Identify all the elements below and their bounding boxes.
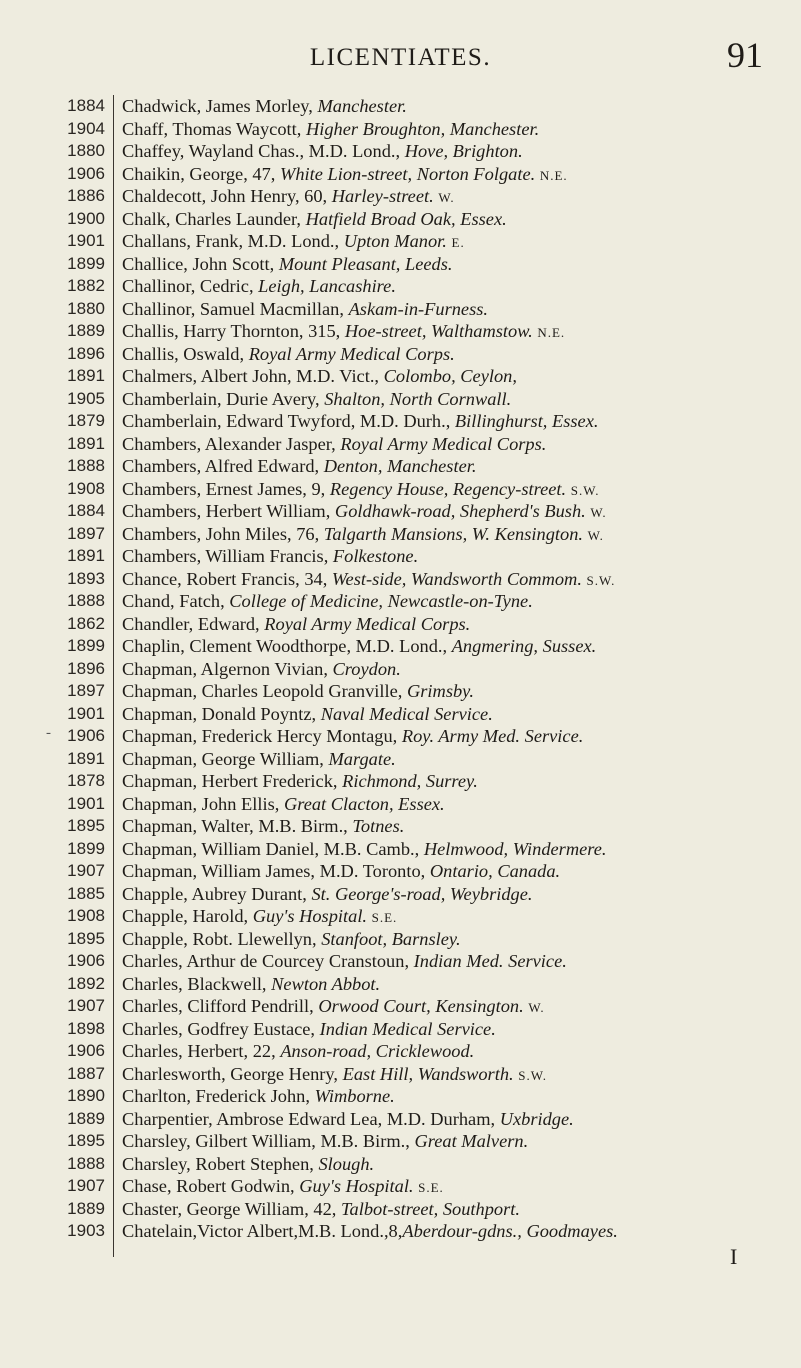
- entry-name: Chatelain,Victor Albert,M.B. Lond.,8,: [122, 1221, 403, 1241]
- list-item: [0, 1018, 801, 1041]
- list-item: [0, 748, 801, 771]
- entry-text: [122, 455, 782, 478]
- entry-year: 1891: [67, 748, 105, 768]
- entry-year: 1897: [67, 523, 105, 543]
- entry-address: Orwood Court, Kensington.: [318, 996, 524, 1016]
- entry-name: Chalk, Charles Launder,: [122, 208, 306, 229]
- entry-text: [122, 658, 782, 681]
- entry-name: Chapple, Harold,: [122, 906, 253, 926]
- entry-text: [122, 635, 782, 658]
- entry-address: Margate.: [328, 748, 396, 769]
- entry-year: 1907: [67, 996, 105, 1015]
- entry-year: 1891: [67, 546, 105, 565]
- entry-text: [122, 613, 782, 636]
- entry-name: Chandler, Edward,: [122, 613, 265, 634]
- list-item: [0, 298, 801, 321]
- entry-name: Chambers, Alexander Jasper,: [122, 433, 341, 454]
- entry-year: 1895: [67, 1131, 105, 1150]
- list-item: [0, 388, 801, 411]
- entry-address: Great Clacton, Essex.: [283, 793, 445, 814]
- entry-text: [122, 118, 782, 141]
- entry-name: Charlesworth, George Henry,: [122, 1063, 343, 1084]
- entry-year: 1897: [67, 681, 105, 700]
- entry-name: Chance, Robert Francis, 34,: [122, 568, 332, 589]
- entry-text: [122, 1220, 782, 1243]
- entry-name: Chambers, John Miles, 76,: [122, 523, 324, 544]
- entry-name: Chapman, William Daniel, M.B. Camb.,: [122, 838, 424, 859]
- entry-address: Grimsby.: [406, 681, 474, 701]
- entry-name: Charsley, Robert Stephen,: [122, 1153, 319, 1174]
- entry-district: W.: [528, 1000, 545, 1015]
- entry-name: Chaldecott, John Henry, 60,: [122, 186, 332, 206]
- entry-year: 1889: [67, 321, 105, 340]
- entry-year: 1888: [67, 1153, 105, 1173]
- page-number: 91: [727, 35, 763, 75]
- entry-year: 1889: [67, 1108, 105, 1128]
- entry-text: [122, 478, 782, 503]
- list-item: [0, 635, 801, 658]
- entry-name: Chapman, Frederick Hercy Montagu,: [122, 726, 402, 746]
- entry-text: [122, 253, 782, 276]
- entry-text: [122, 1198, 782, 1221]
- list-item: [0, 275, 801, 298]
- entry-year: 1880: [67, 298, 105, 318]
- entry-name: Chapman, Algernon Vivian,: [122, 658, 333, 679]
- list-item: [0, 320, 801, 343]
- entry-year: 1892: [67, 973, 105, 993]
- list-item: [0, 905, 801, 928]
- entry-address: Angmering, Sussex.: [451, 636, 597, 656]
- list-item: [0, 725, 801, 748]
- entry-name: Chambers, William Francis,: [122, 546, 333, 566]
- list-item: [0, 1085, 801, 1108]
- entry-address: Richmond, Surrey.: [342, 771, 478, 791]
- entry-name: Chapple, Robt. Llewellyn,: [122, 928, 322, 949]
- entry-address: Slough.: [318, 1153, 375, 1174]
- entry-text: [122, 388, 782, 411]
- entry-year: 1884: [67, 96, 105, 115]
- list-item: [0, 1130, 801, 1153]
- entry-name: Charsley, Gilbert William, M.B. Birm.,: [122, 1131, 415, 1151]
- entry-text: [122, 163, 782, 188]
- entry-name: Charles, Blackwell,: [122, 973, 272, 994]
- entry-text: [122, 995, 782, 1020]
- list-item: [0, 118, 801, 141]
- entry-text: [122, 1018, 782, 1041]
- entry-name: Chase, Robert Godwin,: [122, 1176, 300, 1196]
- entry-district: W.: [587, 527, 604, 543]
- list-item: [0, 838, 801, 861]
- licentiates-list: [0, 95, 801, 1243]
- entry-text: [122, 815, 782, 838]
- entry-text: [122, 275, 782, 298]
- list-item: [0, 1040, 801, 1063]
- list-item: [0, 365, 801, 388]
- entry-address: Askam-in-Furness.: [348, 298, 489, 319]
- entry-year: 1889: [67, 1198, 105, 1218]
- entry-address: Manchester.: [317, 96, 407, 116]
- list-item: [0, 973, 801, 996]
- entry-text: [122, 793, 782, 816]
- entry-name: Chapman, Charles Leopold Granville,: [122, 681, 407, 701]
- entry-district: S.W.: [570, 482, 600, 498]
- entry-name: Challice, John Scott,: [122, 253, 279, 274]
- list-item: [0, 455, 801, 478]
- entry-name: Chambers, Herbert William,: [122, 501, 335, 521]
- entry-address: Ontario, Canada.: [429, 861, 561, 881]
- entry-year: 1884: [67, 501, 105, 520]
- entry-year: 1891: [67, 366, 105, 385]
- entry-address: Higher Broughton, Manchester.: [305, 118, 540, 139]
- entry-year: 1886: [67, 186, 105, 205]
- entry-address: Naval Medical Service.: [320, 703, 493, 724]
- entry-address: Goldhawk-road, Shepherd's Bush.: [334, 501, 586, 521]
- list-item: [0, 1153, 801, 1176]
- entry-year: 1888: [67, 456, 105, 475]
- entry-address: Indian Medical Service.: [319, 1018, 496, 1039]
- entry-address: Royal Army Medical Corps.: [248, 343, 455, 364]
- entry-address: Wimborne.: [314, 1086, 395, 1106]
- entry-name: Chambers, Alfred Edward,: [122, 456, 324, 476]
- entry-address: Upton Manor.: [343, 231, 447, 251]
- entry-year: 1887: [67, 1063, 105, 1083]
- list-item: [0, 163, 801, 186]
- entry-address: Totnes.: [352, 816, 405, 836]
- entry-text: [122, 320, 782, 345]
- entry-address: Anson-road, Cricklewood.: [280, 1041, 475, 1061]
- list-item: [0, 860, 801, 883]
- entry-text: [122, 770, 782, 793]
- entry-address: Regency House, Regency-street.: [329, 478, 567, 499]
- entry-year: 1908: [67, 906, 105, 925]
- entry-name: Chapman, John Ellis,: [122, 793, 284, 814]
- entry-name: Chaikin, George, 47,: [122, 163, 280, 184]
- list-item: [0, 568, 801, 591]
- entry-text: [122, 95, 782, 118]
- entry-district: N.E.: [539, 167, 568, 183]
- entry-address: Mount Pleasant, Leeds.: [278, 253, 453, 274]
- list-item: [0, 1063, 801, 1086]
- entry-address: Hatfield Broad Oak, Essex.: [305, 208, 507, 229]
- entry-text: [122, 433, 782, 456]
- entry-year: 1908: [67, 478, 105, 498]
- entry-name: Chalmers, Albert John, M.D. Vict.,: [122, 366, 384, 386]
- entry-text: [122, 838, 782, 861]
- entry-text: [122, 905, 782, 930]
- entry-text: [122, 208, 782, 231]
- entry-year: 1906: [67, 163, 105, 183]
- margin-mark: -: [46, 725, 51, 741]
- entry-name: Chamberlain, Durie Avery,: [122, 388, 325, 409]
- entry-name: Chaff, Thomas Waycott,: [122, 118, 306, 139]
- entry-text: [122, 140, 782, 163]
- list-item: [0, 230, 801, 253]
- entry-address: College of Medicine, Newcastle-on-Tyne.: [229, 591, 533, 611]
- entry-address: Royal Army Medical Corps.: [264, 613, 471, 634]
- entry-address: Colombo, Ceylon,: [383, 366, 517, 386]
- entry-text: [122, 545, 782, 568]
- entry-year: 1896: [67, 658, 105, 678]
- list-item: [0, 1220, 801, 1243]
- entry-text: [122, 590, 782, 613]
- entry-address: Hove, Brighton.: [404, 141, 523, 161]
- entry-text: [122, 1040, 782, 1063]
- entry-year: 1906: [67, 951, 105, 970]
- entry-name: Chapman, Donald Poyntz,: [122, 703, 321, 724]
- entry-district: S.W.: [518, 1067, 548, 1083]
- entry-address: Guy's Hospital.: [252, 906, 368, 926]
- entry-name: Challis, Oswald,: [122, 343, 249, 364]
- list-item: [0, 793, 801, 816]
- entry-address: East Hill, Wandsworth.: [342, 1063, 514, 1084]
- list-item: [0, 500, 801, 523]
- entry-year: 1905: [67, 388, 105, 408]
- list-item: [0, 703, 801, 726]
- entry-address: Roy. Army Med. Service.: [401, 726, 584, 746]
- list-item: [0, 680, 801, 703]
- entry-address: Croydon.: [332, 658, 401, 679]
- entry-address: Billinghurst, Essex.: [454, 411, 599, 431]
- entry-text: [122, 860, 782, 883]
- entry-address: St. George's-road, Weybridge.: [311, 883, 533, 904]
- entry-text: [122, 500, 782, 525]
- entry-address: Royal Army Medical Corps.: [340, 433, 547, 454]
- entry-name: Challinor, Samuel Macmillan,: [122, 298, 349, 319]
- entry-name: Chaffey, Wayland Chas., M.D. Lond.,: [122, 141, 405, 161]
- entry-address: Guy's Hospital.: [299, 1176, 414, 1196]
- entry-address: Folkestone.: [332, 546, 419, 566]
- entry-name: Chapple, Aubrey Durant,: [122, 883, 312, 904]
- entry-district: N.E.: [537, 325, 566, 340]
- entry-text: [122, 523, 782, 548]
- entry-year: 1895: [67, 928, 105, 948]
- signature-mark: I: [730, 1244, 738, 1269]
- entry-address: Denton, Manchester.: [323, 456, 477, 476]
- entry-name: Challinor, Cedric,: [122, 276, 259, 296]
- entry-address: Uxbridge.: [499, 1108, 574, 1129]
- entry-address: White Lion-street, Norton Folgate.: [280, 163, 536, 184]
- list-item: [0, 478, 801, 501]
- entry-year: 1899: [67, 253, 105, 273]
- entry-address: Newton Abbot.: [271, 973, 381, 994]
- list-item: [0, 1198, 801, 1221]
- entry-text: [122, 365, 782, 388]
- entry-district: S.W.: [586, 572, 616, 588]
- entry-year: 1899: [67, 636, 105, 655]
- entry-year: 1891: [67, 433, 105, 453]
- entry-year: 1907: [67, 861, 105, 880]
- entry-text: [122, 1153, 782, 1176]
- entry-year: 1906: [67, 726, 105, 745]
- list-item: [0, 140, 801, 163]
- entry-text: [122, 680, 782, 703]
- entry-address: Indian Med. Service.: [413, 951, 567, 971]
- entry-name: Chadwick, James Morley,: [122, 96, 318, 116]
- list-item: [0, 95, 801, 118]
- entry-text: [122, 1108, 782, 1131]
- list-item: [0, 343, 801, 366]
- list-item: [0, 613, 801, 636]
- entry-address: Aberdour-gdns., Goodmayes.: [402, 1221, 618, 1241]
- entry-name: Charles, Clifford Pendrill,: [122, 996, 319, 1016]
- list-item: [0, 590, 801, 613]
- entry-text: [122, 185, 782, 210]
- entry-name: Chapman, William James, M.D. Toronto,: [122, 861, 430, 881]
- entry-year: 1885: [67, 883, 105, 903]
- entry-name: Chambers, Ernest James, 9,: [122, 478, 330, 499]
- list-item: [0, 185, 801, 208]
- entry-year: 1907: [67, 1176, 105, 1195]
- entry-year: 1878: [67, 771, 105, 790]
- entry-text: [122, 1085, 782, 1108]
- entry-text: [122, 298, 782, 321]
- entry-text: [122, 568, 782, 593]
- entry-name: Chapman, Walter, M.B. Birm.,: [122, 816, 353, 836]
- list-item: [0, 545, 801, 568]
- entry-name: Chapman, George William,: [122, 748, 329, 769]
- entry-text: [122, 883, 782, 906]
- entry-text: [122, 703, 782, 726]
- entry-text: [122, 973, 782, 996]
- page-header: [0, 30, 801, 80]
- list-item: [0, 770, 801, 793]
- entry-year: 1893: [67, 568, 105, 588]
- entry-address: Great Malvern.: [414, 1131, 529, 1151]
- entry-year: 1898: [67, 1018, 105, 1038]
- entry-text: [122, 1175, 782, 1200]
- entry-address: Talbot-street, Southport.: [341, 1198, 520, 1219]
- list-item: [0, 433, 801, 456]
- entry-address: Helmwood, Windermere.: [423, 838, 607, 859]
- entry-year: 1904: [67, 118, 105, 138]
- list-item: [0, 815, 801, 838]
- entry-address: Hoe-street, Walthamstow.: [344, 321, 533, 341]
- entry-year: 1899: [67, 838, 105, 858]
- entry-district: W.: [438, 190, 455, 205]
- list-item: [0, 208, 801, 231]
- entry-district: S.E.: [418, 1180, 444, 1195]
- entry-name: Charles, Arthur de Courcey Cranstoun,: [122, 951, 414, 971]
- entry-name: Chaster, George William, 42,: [122, 1198, 341, 1219]
- entry-address: West-side, Wandsworth Commom.: [331, 568, 582, 589]
- entry-year: 1903: [67, 1221, 105, 1240]
- entry-address: Shalton, North Cornwall.: [324, 388, 512, 409]
- entry-name: Challis, Harry Thornton, 315,: [122, 321, 345, 341]
- entry-year: 1882: [67, 276, 105, 295]
- list-item: [0, 523, 801, 546]
- entry-district: S.E.: [371, 910, 398, 925]
- entry-address: Leigh, Lancashire.: [258, 276, 396, 296]
- list-item: [0, 950, 801, 973]
- entry-address: Harley-street.: [331, 186, 434, 206]
- entry-year: 1862: [67, 613, 105, 633]
- entry-name: Charlton, Frederick John,: [122, 1086, 315, 1106]
- entry-year: 1901: [67, 703, 105, 723]
- entry-district: E.: [451, 235, 465, 250]
- entry-district: W.: [590, 505, 607, 520]
- entry-name: Charpentier, Ambrose Edward Lea, M.D. Durham,: [122, 1108, 500, 1129]
- entry-name: Chapman, Herbert Frederick,: [122, 771, 343, 791]
- entry-address: Talgarth Mansions, W. Kensington.: [323, 523, 583, 544]
- entry-year: 1895: [67, 816, 105, 835]
- entry-year: 1888: [67, 591, 105, 610]
- entry-year: 1896: [67, 343, 105, 363]
- entry-text: [122, 410, 782, 433]
- list-item: [0, 410, 801, 433]
- entry-name: Chamberlain, Edward Twyford, M.D. Durh.,: [122, 411, 455, 431]
- entry-year: 1900: [67, 208, 105, 228]
- entry-year: 1901: [67, 793, 105, 813]
- entry-text: [122, 1130, 782, 1153]
- entry-year: 1906: [67, 1041, 105, 1060]
- entry-name: Chaplin, Clement Woodthorpe, M.D. Lond.,: [122, 636, 452, 656]
- entry-name: Challans, Frank, M.D. Lond.,: [122, 231, 344, 251]
- entry-name: Charles, Godfrey Eustace,: [122, 1018, 320, 1039]
- list-item: [0, 1108, 801, 1131]
- entry-address: Stanfoot, Barnsley.: [321, 928, 461, 949]
- page-title: LICENTIATES.: [309, 44, 492, 71]
- entry-name: Chand, Fatch,: [122, 591, 230, 611]
- entry-year: 1879: [67, 411, 105, 430]
- list-item: [0, 253, 801, 276]
- entry-text: [122, 230, 782, 255]
- list-item: [0, 658, 801, 681]
- entry-text: [122, 725, 782, 748]
- list-item: [0, 995, 801, 1018]
- entry-name: Charles, Herbert, 22,: [122, 1041, 281, 1061]
- entry-year: 1890: [67, 1086, 105, 1105]
- entry-text: [122, 343, 782, 366]
- list-item: [0, 1175, 801, 1198]
- entry-year: 1901: [67, 231, 105, 250]
- entry-text: [122, 1063, 782, 1088]
- entry-text: [122, 748, 782, 771]
- entry-year: 1880: [67, 141, 105, 160]
- list-item: [0, 928, 801, 951]
- entry-text: [122, 928, 782, 951]
- entry-text: [122, 950, 782, 973]
- list-item: [0, 883, 801, 906]
